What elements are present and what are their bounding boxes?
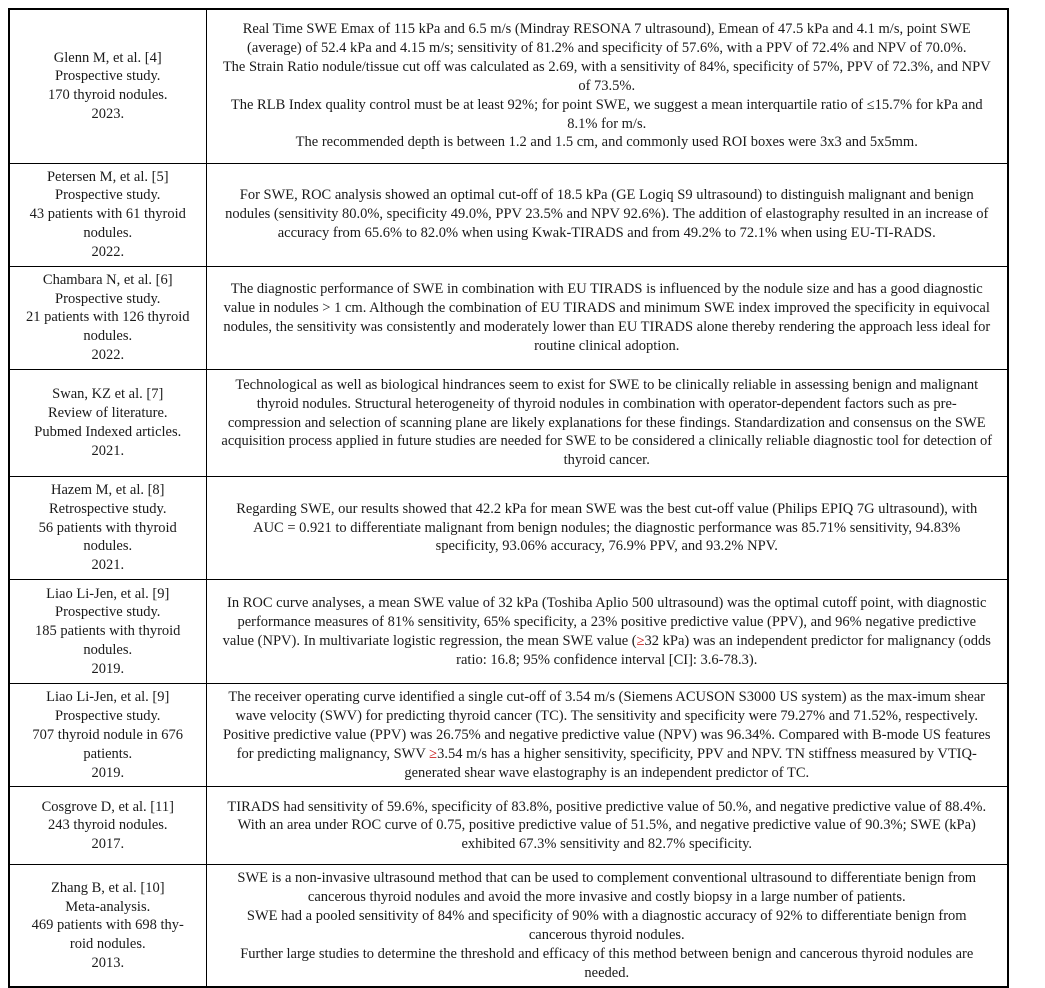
text-segment: TIRADS had sensitivity of 59.6%, specificity of 83.8%, positive predictive value of 50.%, and negative predictive value of 88.4%. With an area under ROC curve of 0.75, positive predictive value of 51.5%, and negative predictive value of 90.3%; SWE (kPa) exhibited 67.3% sensitivity and 82.7% specificity. [227, 798, 987, 853]
text-segment: The receiver operating curve identified a single cut-off of 3.54 m/s (Siemens ACUSON S3000 US system) as the max-imum shear wave velocity (SWV) for predicting thyroid cancer (TC). The sensitivity and specificity were 79.27% and 71.52%, respectively. Positive predictive value (PPV) was 26.75% and negative predictive value (NPV) was 96.34%. Compared with B-mode US features for predicting malignancy, SWV [222, 689, 991, 762]
text-segment: For SWE, ROC analysis showed an optimal cut-off of 18.5 kPa (GE Logiq S9 ultrasound) to distinguish malignant and benign nodules (sensitivity 80.0%, specificity 49.0%, PPV 23.5% and NPV 92.6%). The addition of elastography resulted in an increase of accuracy from 65.6% to 82.0% when using Kwak-TIRADS and from 49.2% to 72.1% when using EU-TI-RADS. [225, 187, 989, 242]
study-cell [9, 580, 206, 684]
table-row [9, 865, 1008, 988]
table-row [9, 163, 1008, 266]
findings-cell [206, 266, 1008, 369]
findings-paragraph [221, 376, 994, 470]
findings-paragraph [221, 96, 994, 134]
text-segment: The Strain Ratio nodule/tissue cut off was calculated as 2.69, with a sensitivity of 84%, specificity of 57%, PPV of 72.3%, and NPV of 73.5%. [222, 58, 991, 94]
study-line: Liao Li-Jen, et al. [9] [46, 585, 170, 602]
study-line: 243 thyroid nodules. [47, 817, 168, 834]
study-line: Zhang B, et al. [10] [50, 879, 165, 896]
text-segment: The RLB Index quality control must be at least 92%; for point SWE, we suggest a mean interquartile ratio of ≤15.7% for kPa and 8.1% for m/s. [230, 96, 983, 132]
study-line: 56 patients with thyroid nodules. [38, 519, 177, 555]
study-line: Pubmed Indexed articles. [34, 423, 182, 440]
findings-paragraph [221, 945, 994, 983]
study-line: Chambara N, et al. [6] [42, 271, 173, 288]
findings-paragraph [221, 500, 994, 557]
text-segment: Real Time SWE Emax of 115 kPa and 6.5 m/s (Mindray RESONA 7 ultrasound), Emean of 47.5 kPa and 4.1 m/s, point SWE (average) of 52.4 kPa and 4.15 m/s; sensitivity of 81.2% and specificity of 57.6%, with a PPV of 72.4% and NPV of 70.0%. [242, 21, 971, 57]
findings-cell [206, 580, 1008, 684]
findings-paragraph [221, 688, 994, 782]
study-line: Prospective study. [55, 604, 161, 621]
study-cell [9, 684, 206, 787]
red-gte-symbol: ≥ [636, 632, 645, 649]
study-line: Prospective study. [55, 290, 161, 307]
study-line: 707 thyroid nodule in 676 patients. [32, 726, 184, 762]
findings-paragraph [221, 133, 994, 152]
findings-cell [206, 684, 1008, 787]
findings-cell [206, 476, 1008, 579]
text-segment: Further large studies to determine the threshold and efficacy of this method between benign and cancerous thyroid nodules are needed. [240, 945, 974, 981]
text-segment: SWE had a pooled sensitivity of 84% and specificity of 90% with a diagnostic accuracy of 92% to differentiate benign from cancerous thyroid nodules. [246, 908, 967, 943]
study-line: 2013. [91, 955, 125, 972]
study-line: Meta-analysis. [65, 898, 151, 915]
findings-cell [206, 9, 1008, 163]
study-line: Swan, KZ et al. [7] [52, 386, 164, 403]
table-row [9, 580, 1008, 684]
text-segment: Technological as well as biological hindrances seem to exist for SWE to be clinically reliable in assessing benign and malignant thyroid nodules. Structural heterogeneity of thyroid nodules in combination with operator-dependent factors such as pre-compression and selection of scanning plane are likely explanations for these findings. Standardization and consensus on the SWE acquisition process applied in future studies are needed for SWE to be considered a clinically reliable diagnostic tool for detection of thyroid cancer. [221, 376, 993, 469]
study-line: 185 patients with thyroid nodules. [35, 623, 181, 659]
study-line: 2022. [91, 243, 125, 260]
study-line: Liao Li-Jen, et al. [9] [46, 689, 170, 706]
study-cell [9, 369, 206, 476]
study-line: Petersen M, et al. [5] [46, 168, 169, 185]
study-line: 170 thyroid nodules. [47, 87, 168, 104]
study-line: 43 patients with 61 thyroid nodules. [29, 206, 186, 242]
study-cell [9, 865, 206, 988]
table-row [9, 266, 1008, 369]
findings-paragraph [221, 594, 994, 669]
study-line: 2021. [91, 442, 125, 459]
findings-paragraph [221, 907, 994, 945]
study-cell [9, 476, 206, 579]
study-line: 2019. [91, 660, 125, 677]
study-line: 2019. [91, 764, 125, 781]
text-segment: Regarding SWE, our results showed that 42.2 kPa for mean SWE was the best cut-off value (Philips EPIQ 7G ultrasound), with AUC = 0.921 to differentiate malignant from benign nodules; the diagnostic performance was 85.71% sensitivity, 94.83% specificity, 93.06% accuracy, 76.9% PPV, and 93.2% NPV. [236, 500, 978, 555]
study-line: 469 patients with 698 thy-roid nodules. [31, 917, 184, 953]
study-line: 2022. [91, 347, 125, 364]
findings-paragraph [221, 280, 994, 355]
studies-table [8, 8, 1009, 988]
table-row [9, 787, 1008, 865]
table-row [9, 476, 1008, 579]
findings-paragraph [221, 798, 994, 855]
text-segment: 3.54 m/s has a higher sensitivity, specificity, PPV and NPV. TN stiffness measured by VTIQ-generated shear wave elastography is an independent predictor of TC. [404, 745, 977, 781]
findings-paragraph [221, 186, 994, 243]
study-line: Hazem M, et al. [8] [50, 481, 165, 498]
findings-cell [206, 369, 1008, 476]
text-segment: The diagnostic performance of SWE in combination with EU TIRADS is influenced by the nodule size and has a good diagnostic value in nodules > 1 cm. Although the combination of EU TIRADS and minimum SWE index improved the specificity in equivocal nodules, the sensitivity was consistently and moderately lower than EU TIRADS alone thereby rendering the approach less ideal for routine clinical adoption. [223, 281, 991, 354]
study-line: Retrospective study. [49, 500, 167, 517]
table-body [9, 9, 1008, 987]
findings-cell [206, 163, 1008, 266]
study-line: 21 patients with 126 thyroid nodules. [25, 309, 190, 345]
table-row [9, 684, 1008, 787]
study-line: Glenn M, et al. [4] [53, 49, 162, 66]
findings-cell [206, 865, 1008, 988]
study-line: 2017. [91, 836, 125, 853]
study-cell [9, 163, 206, 266]
study-line: Prospective study. [55, 187, 161, 204]
study-cell [9, 787, 206, 865]
text-segment: The recommended depth is between 1.2 and 1.5 cm, and commonly used ROI boxes were 3x3 and 5x5mm. [295, 134, 918, 151]
findings-paragraph [221, 869, 994, 907]
red-gte-symbol: ≥ [429, 745, 438, 762]
study-line: 2021. [91, 557, 125, 574]
study-line: Prospective study. [55, 708, 161, 724]
study-line: Review of literature. [47, 405, 168, 422]
findings-paragraph [221, 20, 994, 58]
document-page [8, 8, 1009, 988]
text-segment: In ROC curve analyses, a mean SWE value of 32 kPa (Toshiba Aplio 500 ultrasound) was the optimal cutoff point, with diagnostic performance measures of 81% sensitivity, 65% specificity, a 23% positive predictive value (PPV), and 96% negative predictive value (NPV). In multivariate logistic regression, the mean SWE value ( [222, 594, 987, 649]
findings-cell [206, 787, 1008, 865]
study-cell [9, 9, 206, 163]
table-row [9, 369, 1008, 476]
study-line: Prospective study. [55, 68, 161, 85]
study-cell [9, 266, 206, 369]
findings-paragraph [221, 58, 994, 96]
table-row [9, 9, 1008, 163]
text-segment: 32 kPa) was an independent predictor for malignancy (odds ratio: 16.8; 95% confidence interval [CI]: 3.6-78.3). [456, 632, 991, 668]
study-line: Cosgrove D, et al. [11] [41, 798, 174, 815]
text-segment: SWE is a non-invasive ultrasound method that can be used to complement conventional ultrasound to differentiate benign from cancerous thyroid nodules and avoid the more invasive and costly biopsy in a large number of patients. [237, 870, 977, 906]
study-line: 2023. [91, 106, 125, 123]
